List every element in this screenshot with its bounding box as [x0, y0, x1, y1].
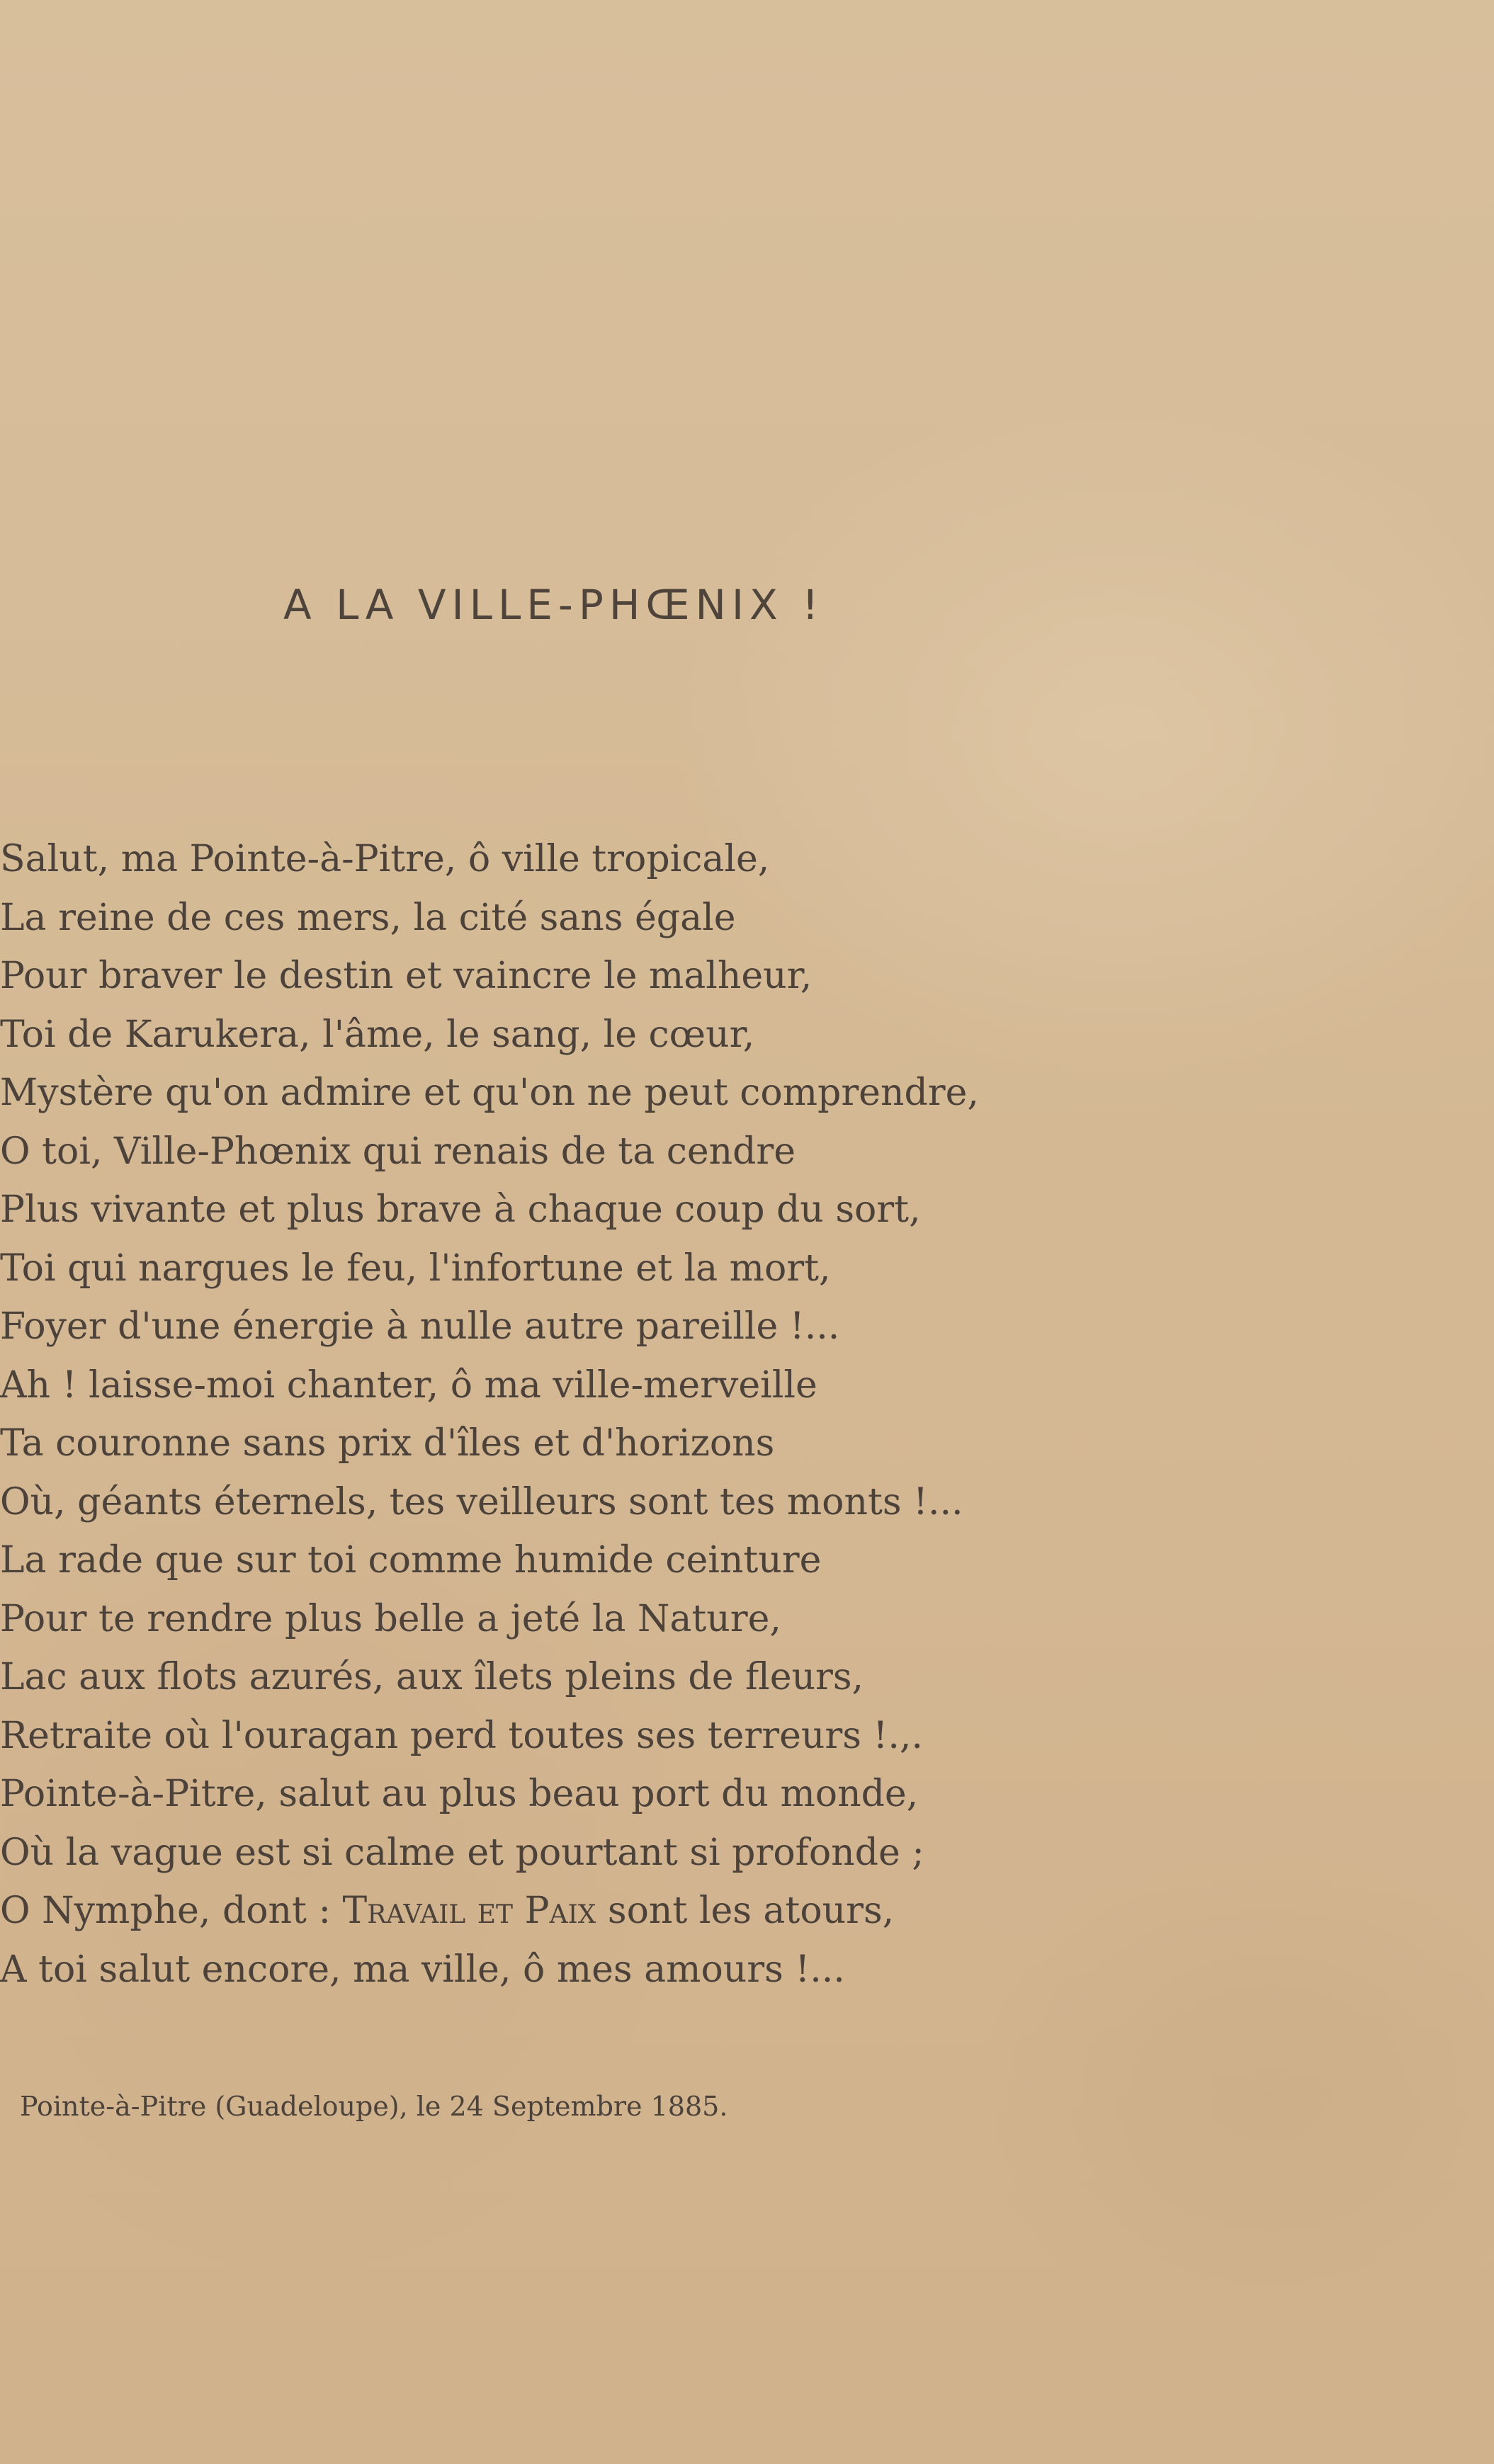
poem-line: La reine de ces mers, la cité sans égale — [0, 896, 736, 939]
poem-line: Où la vague est si calme et pourtant si profonde ; — [0, 1831, 924, 1874]
poem-line: La rade que sur toi comme humide ceinture — [0, 1539, 822, 1582]
poem-line: A toi salut encore, ma ville, ô mes amours !... — [0, 1948, 845, 1991]
poem-line: Pointe-à-Pitre, salut au plus beau port du monde, — [0, 1773, 919, 1815]
poem-line: Toi de Karukera, l'âme, le sang, le cœur, — [0, 1013, 755, 1056]
poem-line: Où, géants éternels, tes veilleurs sont tes monts !... — [0, 1480, 963, 1523]
poem-line-part: O Nymphe, dont : — [0, 1890, 343, 1932]
poem-line: Plus vivante et plus brave à chaque coup du sort, — [0, 1188, 921, 1231]
poem-line — [0, 1882, 979, 1941]
poem-line: O toi, Ville-Phœnix qui renais de ta cendre — [0, 1130, 796, 1173]
poem-line: Salut, ma Pointe-à-Pitre, ô ville tropicale, — [0, 838, 770, 880]
poem-title: A LA VILLE-PHŒNIX ! — [283, 581, 825, 629]
small-caps-phrase: Travail et Paix — [342, 1890, 596, 1932]
place-date-signature: Pointe-à-Pitre (Guadeloupe), le 24 Septembre 1885. — [20, 2091, 728, 2122]
poem-line: Foyer d'une énergie à nulle autre pareille !... — [0, 1305, 840, 1348]
poem-line: Pour braver le destin et vaincre le malheur, — [0, 955, 813, 997]
poem-line: Retraite où l'ouragan perd toutes ses terreurs !.,. — [0, 1714, 923, 1757]
poem-line-part: sont les atours, — [596, 1890, 895, 1932]
poem-line: Mystère qu'on admire et qu'on ne peut comprendre, — [0, 1072, 979, 1114]
poem-body — [0, 830, 979, 1999]
poem-line: Ta couronne sans prix d'îles et d'horizons — [0, 1422, 775, 1465]
poem-line: Ah ! laisse-moi chanter, ô ma ville-merveille — [0, 1363, 817, 1407]
poem-line: Toi qui nargues le feu, l'infortune et la mort, — [0, 1247, 831, 1290]
poem-line: Lac aux flots azurés, aux îlets pleins de fleurs, — [0, 1656, 864, 1698]
poem-line: Pour te rendre plus belle a jeté la Nature, — [0, 1597, 781, 1640]
